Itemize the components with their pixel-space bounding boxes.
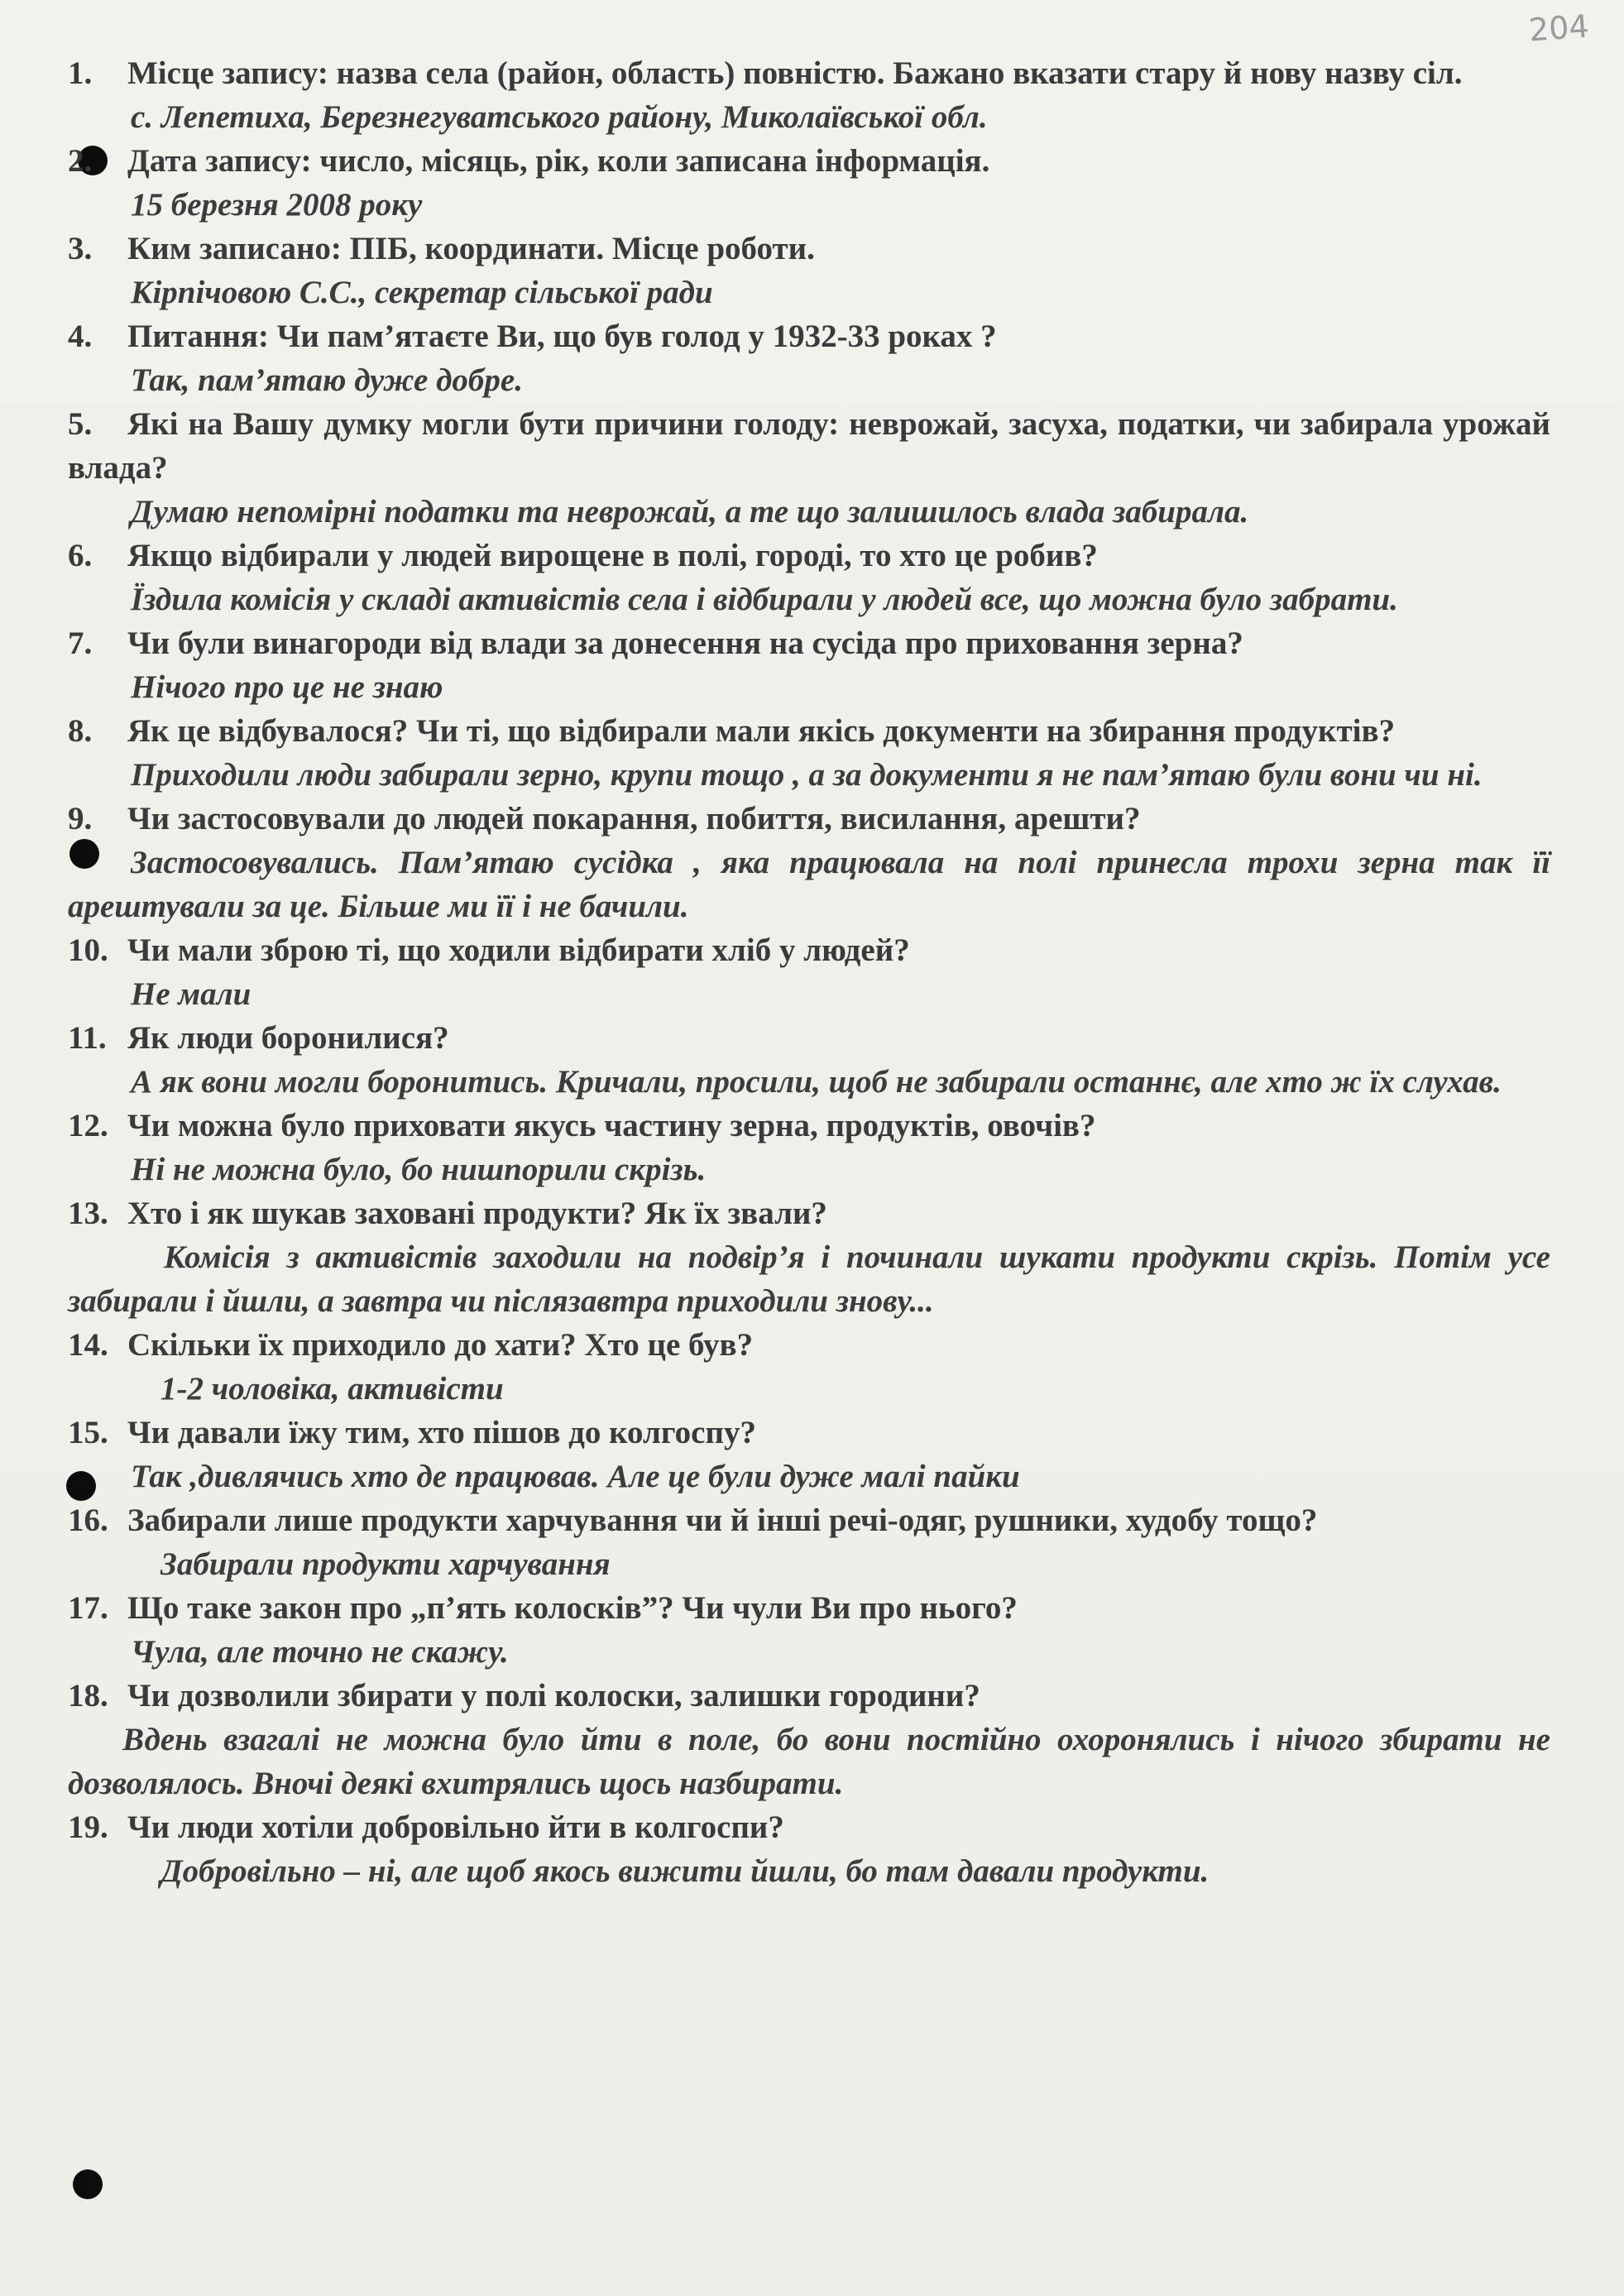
question-12: 12. Чи можна було приховати якусь частину зерна, продуктів, овочів? [68, 1108, 1096, 1143]
answer-6: Їздила комісія у складі активістів села і відбирали у людей все, що можна було забрати. [131, 582, 1398, 617]
question-15: 15. Чи давали їжу тим, хто пішов до колгоспу? [68, 1415, 756, 1450]
question-4: 4. Питання: Чи пам’ятаєте Ви, що був голод у 1932-33 роках ? [68, 319, 997, 354]
answer-17: Чула, але точно не скажу. [131, 1634, 509, 1670]
answer-13: Комісія з активістів заходили на подвір’я і починали шукати продукти скрізь. Потім усе забирали і йшли, а завтра чи післязавтра приходили знову... [68, 1239, 1550, 1319]
answer-10: Не мали [131, 976, 252, 1012]
answer-16: Забирали продукти харчування [160, 1546, 611, 1582]
answer-9: Застосовувались. Пам’ятаю сусідка , яка працювала на полі принесла трохи зерна так її арештували за це. Більше ми її і не бачили. [68, 845, 1550, 924]
question-7: 7. Чи були винагороди від влади за донесення на сусіда про приховання зерна? [68, 626, 1243, 661]
answer-8: Приходили люди забирали зерно, крупи тощо , а за документи я не пам’ятаю були вони чи ні. [131, 757, 1483, 793]
question-3: 3. Ким записано: ПІБ, координати. Місце роботи. [68, 231, 815, 266]
answer-15: Так ,дивлячись хто де працював. Але це були дуже малі пайки [131, 1459, 1020, 1494]
answer-12: Ні не можна було, бо нишпорили скрізь. [131, 1152, 707, 1187]
answer-4: Так, пам’ятаю дуже добре. [131, 362, 523, 398]
question-18: 18. Чи дозволили збирати у полі колоски, залишки городини? [68, 1678, 980, 1714]
answer-11: А як вони могли боронитись. Кричали, просили, щоб не забирали останнє, але хто ж їх слухав. [131, 1064, 1502, 1100]
question-8: 8. Як це відбувалося? Чи ті, що відбирали мали якісь документи на збирання продуктів? [68, 713, 1396, 749]
question-14: 14. Скільки їх приходило до хати? Хто це був? [68, 1327, 754, 1363]
question-5: 5. Які на Вашу думку могли бути причини голоду: неврожай, засуха, податки, чи забирала урожай влада? [68, 406, 1550, 486]
question-16: 16. Забирали лише продукти харчування чи й інші речі-одяг, рушники, худобу тощо? [68, 1503, 1318, 1538]
question-17: 17. Що таке закон про „п’ять колосків”? Чи чули Ви про нього? [68, 1590, 1018, 1626]
answer-19: Добровільно – ні, але щоб якось вижити йшли, бо там давали продукти. [160, 1853, 1210, 1889]
question-1: 1. Місце запису: назва села (район, область) повністю. Бажано вказати стару й нову назву сіл. [68, 55, 1463, 91]
questionnaire [68, 51, 1550, 1893]
question-11: 11. Як люди боронилися? [68, 1020, 449, 1056]
answer-1: с. Лепетиха, Березнегуватського району, Миколаївської обл. [131, 99, 988, 135]
answer-2: 15 березня 2008 року [131, 187, 423, 223]
answer-7: Нічого про це не знаю [131, 669, 443, 705]
answer-18: Вдень взагалі не можна було йти в поле, бо вони постійно охоронялись і нічого збирати не дозволялось. Вночі деякі вхитрялись щось назбирати. [68, 1722, 1550, 1801]
question-13: 13. Хто і як шукав заховані продукти? Як їх звали? [68, 1196, 827, 1231]
question-6: 6. Якщо відбирали у людей вирощене в полі, городі, то хто це робив? [68, 538, 1098, 573]
punch-hole-4 [73, 2169, 103, 2199]
answer-5: Думаю непомірні податки та неврожай, а те що залишилось влада забирала. [131, 494, 1249, 530]
answer-14: 1-2 чоловіка, активісти [160, 1371, 504, 1407]
question-10: 10. Чи мали зброю ті, що ходили відбирати хліб у людей? [68, 932, 910, 968]
question-2: 2. Дата запису: число, місяць, рік, коли записана інформація. [68, 143, 990, 179]
question-9: 9. Чи застосовували до людей покарання, побиття, висилання, арешти? [68, 801, 1141, 836]
answer-3: Кірпічовою С.С., секретар сільської ради [131, 275, 713, 310]
page-number: 204 [1528, 7, 1591, 49]
question-19: 19. Чи люди хотіли добровільно йти в колгоспи? [68, 1809, 784, 1845]
